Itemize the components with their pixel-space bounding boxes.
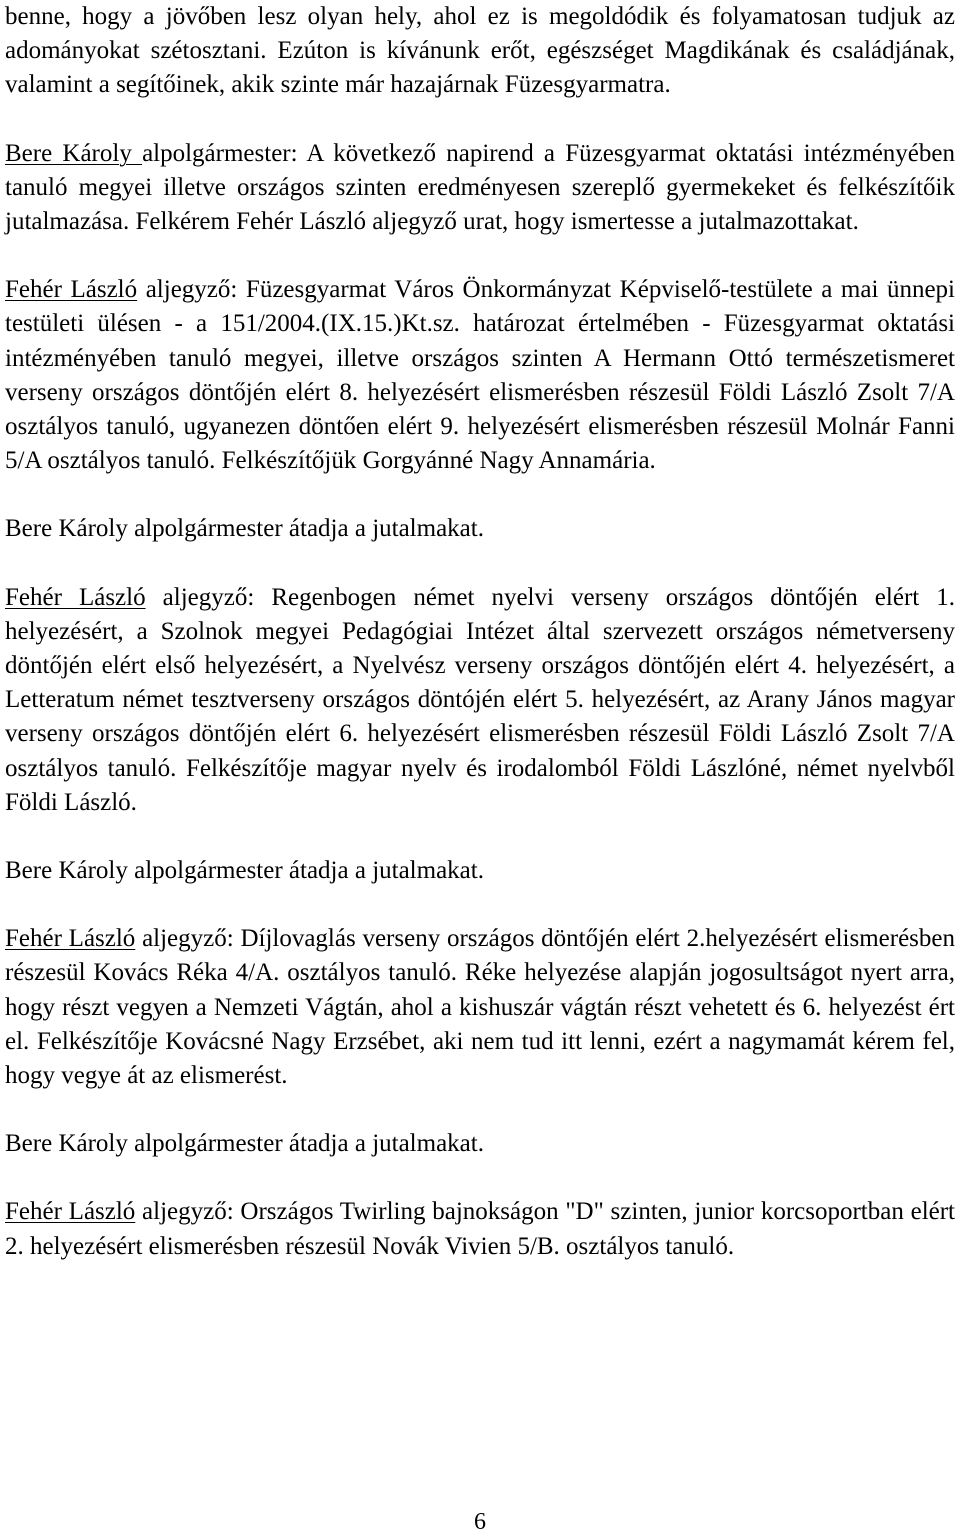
paragraph-9 <box>5 1195 955 1263</box>
paragraph-text: aljegyző: Füzesgyarmat Város Önkormányzat Képviselő-testülete a mai ünnepi testületi ülésen - a 151/2004.(IX.15.)Kt.sz. határozat értelmében - Füzesgyarmat oktatási intézményében tanuló megyei, illetve országos szinten A Hermann Ottó természetismeret verseny országos döntőjén elért 8. helyezésért elismerésben részesül Földi László Zsolt 7/A osztályos tanuló, ugyanezen döntően elért 9. helyezésért elismerésben részesül Molnár Fanni 5/A osztályos tanuló. Felkészítőjük Gorgyánné Nagy Annamária. <box>5 276 956 475</box>
paragraph-4 <box>5 512 955 546</box>
speaker-name: Bere Károly <box>5 139 143 167</box>
speaker-name: Fehér László <box>5 276 138 304</box>
page-number: 6 <box>474 1509 486 1535</box>
paragraph-5 <box>5 581 955 820</box>
paragraph-text: Bere Károly alpolgármester átadja a jutalmakat. <box>5 857 484 885</box>
paragraph-6 <box>5 854 955 888</box>
paragraph-text: aljegyző: Országos Twirling bajnokságon "D" szinten, junior korcsoportban elért 2. helyezésért elismerésben részesül Novák Vivien 5/B. osztályos tanuló. <box>5 1198 956 1260</box>
paragraph-text: aljegyző: Díjlovaglás verseny országos döntőjén elért 2.helyezésért elismerésben részesül Kovács Réka 4/A. osztályos tanuló. Réke helyezése alapján jogosultságot nyert arra, hogy részt vegyen a Nemzeti Vágtán, ahol a kishuszár vágtán részt vehetett és 6. helyezést ért el. Felkészítője Kovácsné Nagy Erzsébet, aki nem tud itt lenni, ezért a nagymamát kérem fel, hogy vegye át az elismerést. <box>5 925 955 1090</box>
paragraph-text: Bere Károly alpolgármester átadja a jutalmakat. <box>5 515 484 543</box>
document-page <box>5 0 955 1264</box>
speaker-name: Fehér László <box>5 925 136 953</box>
paragraph-8 <box>5 1127 955 1161</box>
paragraph-1 <box>5 0 955 103</box>
speaker-name: Fehér László <box>5 583 146 611</box>
paragraph-text: Bere Károly alpolgármester átadja a jutalmakat. <box>5 1130 484 1158</box>
paragraph-text: benne, hogy a jövőben lesz olyan hely, ahol ez is megoldódik és folyamatosan tudjuk az adományokat szétosztani. Ezúton is kívánunk erőt, egészséget Magdikának és családjának, valamint a segítőinek, akik szinte már hazajárnak Füzesgyarmatra. <box>5 3 955 99</box>
paragraph-text: alpolgármester: A következő napirend a Füzesgyarmat oktatási intézményében tanuló megyei illetve országos szinten eredményesen szereplő gyermekeket és felkészítőik jutalmazása. Felkérem Fehér László aljegyző urat, hogy ismertesse a jutalmazottakat. <box>5 139 955 236</box>
paragraph-2 <box>5 137 955 240</box>
paragraph-7 <box>5 922 955 1093</box>
speaker-name: Fehér László <box>5 1198 136 1226</box>
paragraph-3 <box>5 273 955 478</box>
paragraph-text: aljegyző: Regenbogen német nyelvi verseny országos döntőjén elért 1. helyezésért, a Szolnok megyei Pedagógiai Intézet által szervezett országos németverseny döntőjén elért első helyezésért, a Nyelvész verseny országos döntőjén elért 4. helyezésért, a Letteratum német tesztverseny országos döntójén elért 5. helyezésért, az Arany János magyar verseny országos döntőjén elért 6. helyezésért elismerésben részesül Földi László Zsolt 7/A osztályos tanuló. Felkészítője magyar nyelv és irodalomból Földi Lászlóné, német nyelvből Földi László. <box>5 583 956 816</box>
